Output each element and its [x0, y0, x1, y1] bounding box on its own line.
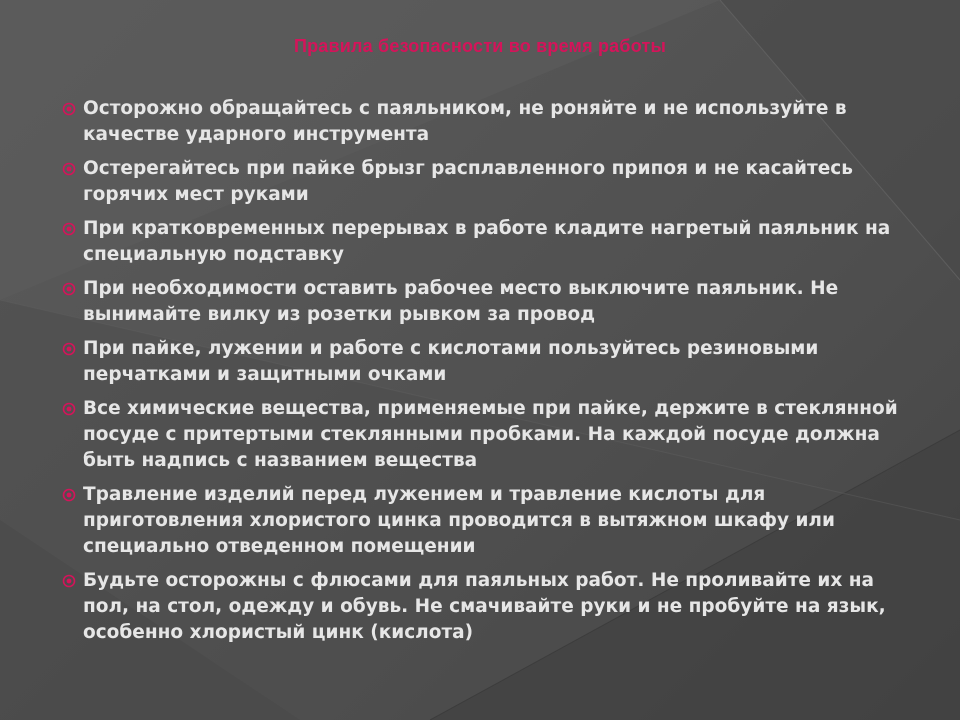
- bullet-text: Травление изделий перед лужением и травление кислоты для приготовления хлористого цинка проводится в вытяжном шкафу или специально отведенном помещении: [83, 484, 835, 557]
- bullet-list: [60, 96, 900, 646]
- bullet-text: При пайке, лужении и работе с кислотами пользуйтесь резиновыми перчатками и защитными очками: [83, 338, 819, 385]
- target-circle-icon: [62, 282, 76, 296]
- bullet-item: [60, 396, 900, 474]
- target-circle-icon: [62, 342, 76, 356]
- bullet-text: Все химические вещества, применяемые при пайке, держите в стеклянной посуде с притертыми стеклянными пробками. На каждой посуде должна быть надпись с названием вещества: [83, 398, 898, 471]
- target-circle-icon: [62, 488, 76, 502]
- target-circle-icon: [62, 102, 76, 116]
- target-circle-icon: [62, 402, 76, 416]
- bullet-text: При необходимости оставить рабочее место выключите паяльник. Не вынимайте вилку из розетки рывком за провод: [83, 278, 839, 325]
- target-circle-icon: [62, 222, 76, 236]
- bullet-item: [60, 216, 900, 268]
- target-circle-icon: [62, 574, 76, 588]
- slide-content: [60, 96, 900, 654]
- bullet-item: [60, 336, 900, 388]
- slide-title: Правила безопасности во время работы: [293, 36, 667, 56]
- bullet-text: Остерегайтесь при пайке брызг расплавленного припоя и не касайтесь горячих мест руками: [83, 158, 853, 205]
- bullet-item: [60, 156, 900, 208]
- bullet-item: [60, 276, 900, 328]
- bullet-item: [60, 96, 900, 148]
- bullet-item: [60, 482, 900, 560]
- bullet-text: Осторожно обращайтесь с паяльником, не роняйте и не используйте в качестве ударного инструмента: [83, 98, 847, 145]
- bullet-item: [60, 568, 900, 646]
- target-circle-icon: [62, 162, 76, 176]
- bullet-text: Будьте осторожны с флюсами для паяльных работ. Не проливайте их на пол, на стол, одежду и обувь. Не смачивайте руки и не пробуйте на язык, особенно хлористый цинк (кислота): [83, 570, 886, 643]
- bullet-text: При кратковременных перерывах в работе кладите нагретый паяльник на специальную подставку: [83, 218, 891, 265]
